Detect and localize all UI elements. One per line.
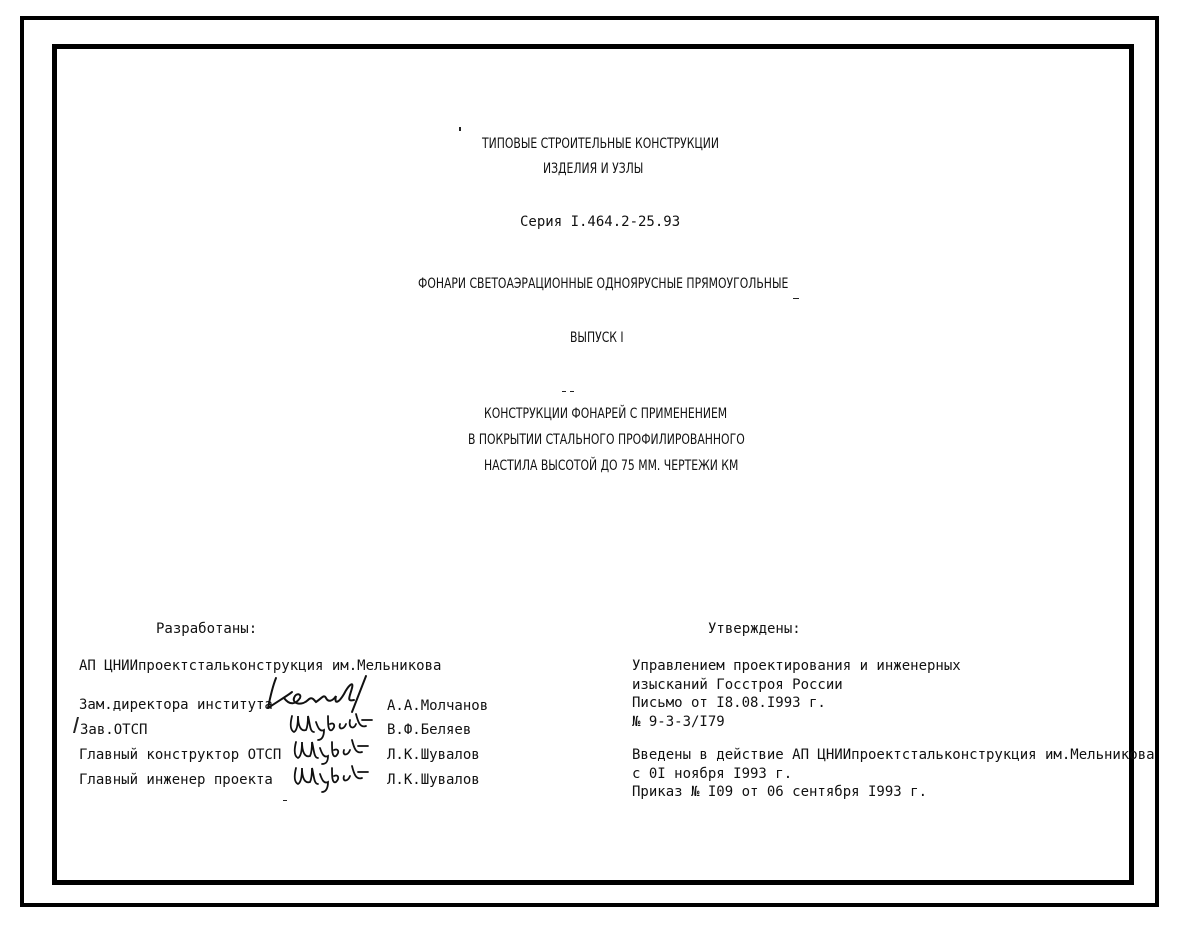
signatory-position: Главный конструктор ОТСП <box>79 747 282 763</box>
signatory-name: В.Ф.Беляев <box>387 722 472 738</box>
description-line-2: В ПОКРЫТИИ СТАЛЬНОГО ПРОФИЛИРОВАННОГО <box>468 432 745 448</box>
signatory-name: Л.К.Шувалов <box>387 772 480 788</box>
developed-heading: Разработаны: <box>156 621 258 637</box>
issue-label: ВЫПУСК I <box>570 330 624 346</box>
enactment-date: с 0I ноября I993 г. <box>632 766 793 782</box>
developer-organization: АП ЦНИИпроектстальконструкция им.Мельникова <box>79 658 442 674</box>
series-label: Серия I.464.2-25.93 <box>520 214 681 230</box>
title-line-1: ТИПОВЫЕ СТРОИТЕЛЬНЫЕ КОНСТРУКЦИИ <box>482 136 720 152</box>
enactment-line-1: Введены в действие АП ЦНИИпроектстальконструкция им.Мельникова <box>632 747 1155 763</box>
title-line-2: ИЗДЕЛИЯ И УЗЛЫ <box>543 161 644 177</box>
signatory-position: Зав.ОТСП <box>80 722 148 738</box>
scan-mark <box>562 391 566 392</box>
signature-shuvalov-2 <box>290 762 370 794</box>
signatory-name: А.А.Молчанов <box>387 698 489 714</box>
enactment-order: Приказ № I09 от 06 сентября I993 г. <box>632 784 928 800</box>
signatory-position: Зам.директора института <box>79 697 273 713</box>
approved-letter: Письмо от I8.08.I993 г. <box>632 695 826 711</box>
description-line-3: НАСТИЛА ВЫСОТОЙ ДО 75 ММ. ЧЕРТЕЖИ КМ <box>484 458 739 474</box>
approved-heading: Утверждены: <box>708 621 801 637</box>
scan-mark <box>459 127 461 131</box>
signatory-position: Главный инженер проекта <box>79 772 273 788</box>
signatory-name: Л.К.Шувалов <box>387 747 480 763</box>
approved-letter-number: № 9-3-3/I79 <box>632 714 725 730</box>
subject-title: ФОНАРИ СВЕТОАЭРАЦИОННЫЕ ОДНОЯРУСНЫЕ ПРЯМОУГОЛЬНЫЕ <box>418 276 789 292</box>
scan-mark <box>570 391 574 392</box>
approved-line-1: Управлением проектирования и инженерных <box>632 658 961 674</box>
approved-line-2: изысканий Госстроя России <box>632 677 843 693</box>
scan-mark <box>283 800 287 801</box>
scan-mark <box>793 298 799 299</box>
description-line-1: КОНСТРУКЦИИ ФОНАРЕЙ С ПРИМЕНЕНИЕМ <box>484 406 728 422</box>
